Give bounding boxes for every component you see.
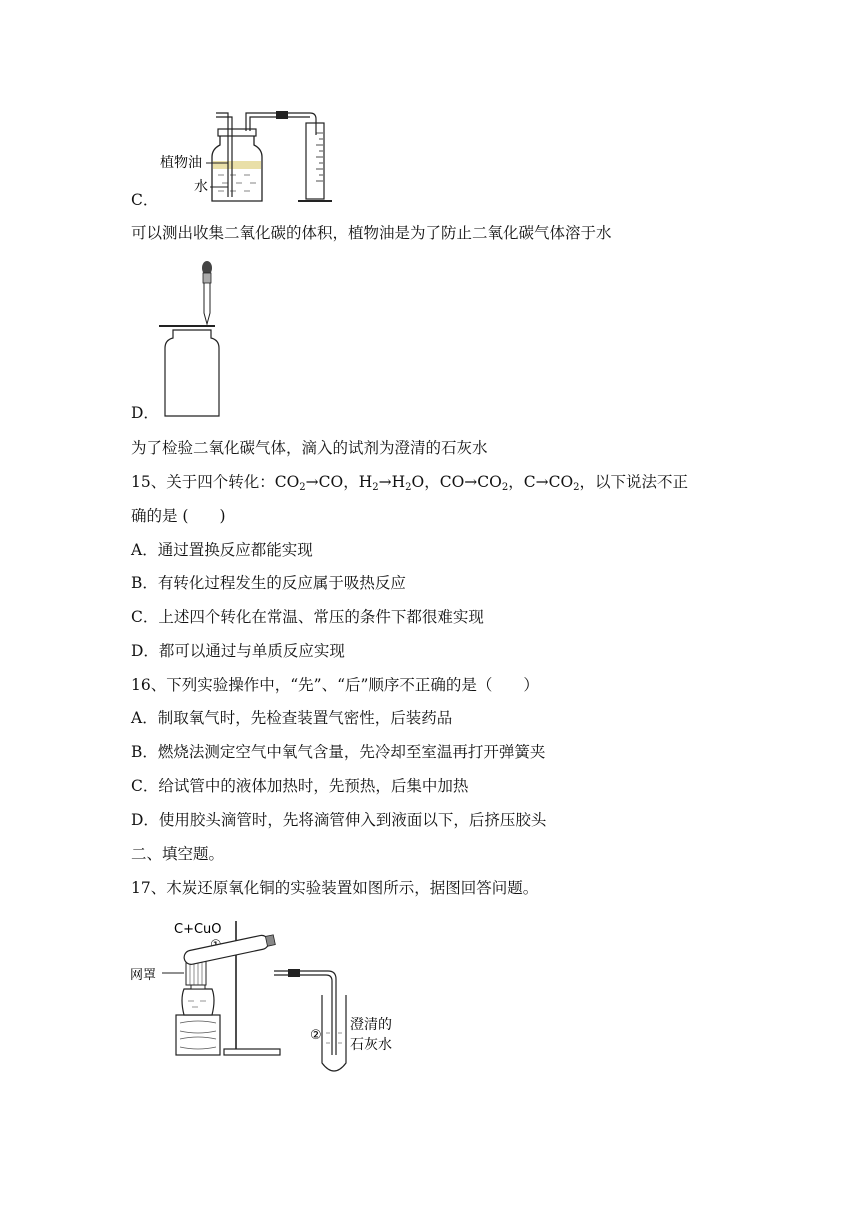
q15-text: O，CO→CO (411, 473, 502, 491)
reagent-label: C+CuO (174, 922, 222, 937)
option-c-letter: C． (131, 191, 159, 209)
q16-option-c: C．给试管中的液体加热时，先预热，后集中加热 (131, 777, 469, 795)
q15-stem-line2: 确的是 ( ) (131, 507, 226, 525)
section-heading: 二、填空题。 (131, 845, 225, 863)
figure-c-apparatus (150, 105, 350, 205)
option-c-text: 可以测出收集二氧化碳的体积，植物油是为了防止二氧化碳气体溶于水 (131, 224, 612, 242)
q15-text: ，C→CO (508, 473, 574, 491)
q15-stem-line1 (131, 471, 688, 493)
limewater-label-line2: 石灰水 (350, 1037, 392, 1053)
option-d-text: 为了检验二氧化碳气体，滴入的试剂为澄清的石灰水 (131, 439, 488, 457)
q16-option-d: D．使用胶头滴管时，先将滴管伸入到液面以下，后挤压胶头 (131, 811, 547, 829)
subscript: 2 (501, 482, 509, 493)
option-d-letter: D． (131, 404, 159, 422)
q15-option-b: B．有转化过程发生的反应属于吸热反应 (131, 574, 406, 592)
q15-option-c: C．上述四个转化在常温、常压的条件下都很难实现 (131, 608, 484, 626)
q17-stem: 17、木炭还原氧化铜的实验装置如图所示，据图回答问题。 (131, 879, 539, 897)
mark-2: ② (310, 1028, 322, 1043)
q16-option-a: A．制取氧气时，先检查装置气密性，后装药品 (131, 709, 453, 727)
subscript: 2 (573, 482, 580, 493)
limewater-label-line1: 澄清的 (350, 1017, 392, 1033)
q15-text: →CO，H (305, 473, 373, 491)
figure-q17-apparatus (128, 915, 418, 1075)
q15-option-d: D．都可以通过与单质反应实现 (131, 642, 345, 660)
q15-text: 15、关于四个转化：CO (131, 473, 300, 491)
q15-text: →H (378, 473, 406, 491)
gauze-label: 网罩 (130, 968, 157, 983)
water-label: 水 (194, 179, 208, 195)
oil-label: 植物油 (160, 155, 202, 171)
q16-option-b: B．燃烧法测定空气中氧气含量，先冷却至室温再打开弹簧夹 (131, 743, 546, 761)
subscript: 2 (372, 482, 379, 493)
subscript: 2 (299, 482, 306, 493)
q16-stem: 16、下列实验操作中，“先”、“后”顺序不正确的是（ ） (131, 676, 539, 694)
subscript: 2 (405, 482, 412, 493)
q15-text: ，以下说法不正 (579, 473, 689, 491)
figure-d-apparatus (155, 258, 235, 420)
q15-option-a: A．通过置换反应都能实现 (131, 541, 313, 559)
